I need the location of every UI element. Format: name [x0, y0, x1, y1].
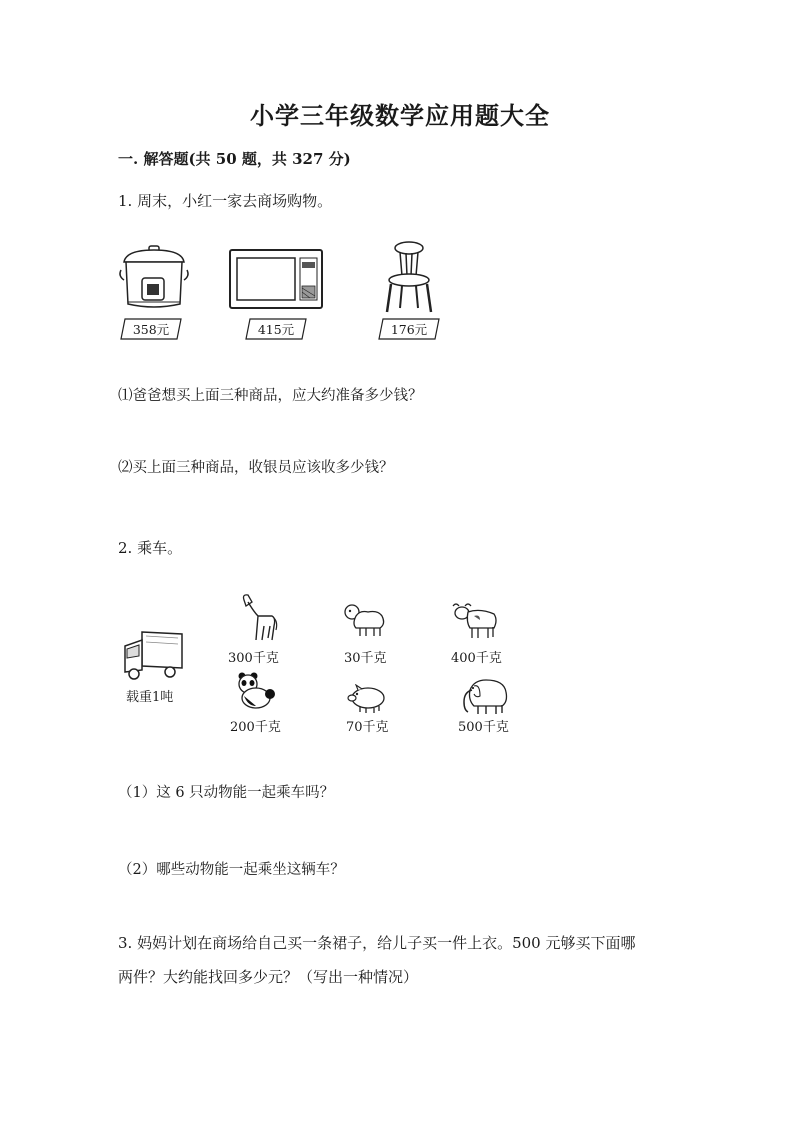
animal-weight: 300千克 [228, 651, 279, 666]
panda-icon [234, 672, 278, 710]
question-2-part-1: （1）这 6 只动物能一起乘车吗？ [118, 785, 335, 801]
question-1-part-1: ⑴爸爸想买上面三种商品，应大约准备多少钱？ [118, 388, 423, 404]
animal-weight: 400千克 [451, 651, 502, 666]
truck-capacity-label: 载重1吨 [126, 690, 174, 705]
price-tag [120, 318, 182, 340]
question-2-part-2: （2）哪些动物能一起乘坐这辆车？ [118, 862, 345, 878]
pig-icon [346, 684, 388, 714]
question-3-text [118, 926, 698, 994]
price-label: 415元 [257, 322, 295, 337]
animal-weight: 70千克 [346, 720, 389, 735]
sheep-icon [342, 602, 388, 638]
price-tag [378, 318, 440, 340]
animal-weight: 500千克 [458, 720, 509, 735]
horse-icon [236, 592, 278, 642]
rice-cooker-icon [116, 240, 196, 315]
price-tag [245, 318, 307, 340]
animal-weight: 200千克 [230, 720, 281, 735]
microwave-icon [228, 248, 326, 312]
question-1-part-2: ⑵买上面三种商品，收银员应该收多少钱？ [118, 460, 394, 476]
question-3-line-2: 两件？大约能找回多少元？（写出一种情况） [118, 968, 419, 986]
chair-icon [382, 238, 436, 316]
cow-icon [450, 600, 500, 640]
page-title: 小学三年级数学应用题大全 [250, 101, 550, 130]
question-3-line-1: 3. 妈妈计划在商场给自己买一条裙子，给儿子买一件上衣。500 元够买下面哪 [118, 934, 636, 952]
question-1-text: 1. 周末，小红一家去商场购物。 [118, 192, 333, 210]
price-label: 358元 [132, 322, 170, 337]
question-2-text: 2. 乘车。 [118, 539, 183, 557]
animal-weight: 30千克 [344, 651, 387, 666]
section-heading: 一. 解答题(共 50 题，共 327 分) [118, 150, 351, 168]
price-label: 176元 [390, 322, 428, 337]
truck-icon [122, 630, 186, 682]
elephant-icon [460, 676, 510, 716]
